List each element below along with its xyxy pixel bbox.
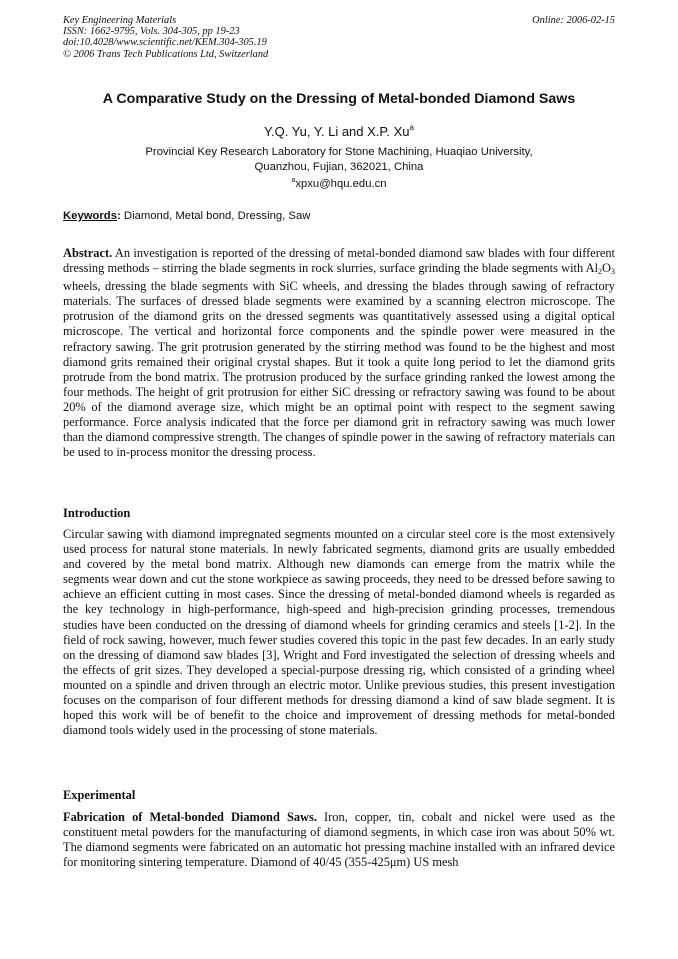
experimental-paragraph xyxy=(63,810,615,870)
introduction-heading: Introduction xyxy=(63,506,131,520)
author-email xyxy=(40,177,638,190)
abstract-subscript-1: 2 xyxy=(598,267,603,277)
email-superscript: a xyxy=(291,177,296,184)
paper-title: A Comparative Study on the Dressing of Metal-bonded Diamond Saws xyxy=(102,91,576,107)
abstract-subscript-2: 3 xyxy=(611,267,615,277)
email-address[interactable]: xpxu@hqu.edu.cn xyxy=(295,178,387,190)
copyright-line: © 2006 Trans Tech Publications Ltd, Switzerland xyxy=(63,48,269,60)
journal-name: Key Engineering Materials xyxy=(63,15,177,26)
keywords-text: Diamond, Metal bond, Dressing, Saw xyxy=(123,210,311,222)
affiliation-line-2: Quanzhou, Fujian, 362021, China xyxy=(254,160,424,173)
online-date: Online: 2006-02-15 xyxy=(532,15,615,26)
affiliation xyxy=(40,145,638,174)
author-superscript: a xyxy=(409,123,414,132)
affiliation-line-1: Provincial Key Research Laboratory for Stone Machining, Huaqiao University, xyxy=(145,146,533,158)
abstract-text-2: O xyxy=(602,261,611,276)
abstract-text-3: wheels, dressing the blade segments with SiC wheels, and dressing the blades through sawing of refractory materials. The surfaces of dressed blade segments were examined by a scanning electron microscope. The protrusion of the diamond grits on the dressed segments was quantitatively assessed using a digital optical microscope. The vertical and horizontal force components and the spindle power were measured in the refractory sawing. The grit protrusion generated by the stirring method was found to be the highest and most diamond grits remained their original crystal shapes. But it took a quite long period to let the diamond grits protrude from the bond matrix. The protrusion produced by the surface grinding ranked the lowest among the four methods. The height of grit protrusion for either SiC dressing or refractory sawing was found to be about 20% of the diamond average size, which might be an optimal point with respect to the segment sawing performance. Force analysis indicated that the force per diamond grit in refractory sawing was much lower than the diamond compressive strength. The changes of spindle power in the sawing of refractory materials can be used to in-process monitor the dressing process. xyxy=(63,279,616,460)
keywords: Keywords: Diamond, Metal bond, Dressing, Saw xyxy=(63,210,311,222)
citation-block xyxy=(63,15,268,60)
abstract-text-1: An investigation is reported of the dressing of metal-bonded diamond saw blades with four different dressing methods – stirring the blade segments in rock slurries, surface grinding the blade segments with Al xyxy=(63,246,616,276)
abstract-label: Abstract. xyxy=(63,246,113,260)
experimental-heading: Experimental xyxy=(63,788,136,802)
experimental-text: Iron, copper, tin, cobalt and nickel were used as the constituent metal powders for the manufacturing of diamond segments, in which case iron was about 50% wt. The diamond segments were fabricated on an automatic hot pressing machine installed with an infrared device for monitoring sintering temperature. Diamond of 40/45 (355-425μm) US mesh xyxy=(63,810,616,870)
author-list xyxy=(40,123,638,139)
author-names: Y.Q. Yu, Y. Li and X.P. Xu xyxy=(264,124,410,139)
journal-header xyxy=(63,15,615,60)
issn-line: ISSN: 1662-9795, Vols. 304-305, pp 19-23 xyxy=(63,26,240,38)
introduction-paragraph: Circular sawing with diamond impregnated segments mounted on a circular steel core is the most extensively used process for natural stone materials. In newly fabricated segments, diamond grits are usually embedded and covered by the metal bond matrix. Although new diamonds can emerge from the matrix while the segments wear down and cut the stone workpiece as sawing proceeds, they need to be dressed before sawing to achieve an efficient cutting in most cases. Since the dressing of metal-bonded diamond wheels is regarded as the key technology in high-performance, high-speed and high-precision grinding processes, tremendous studies have been conducted on the dressing of diamond wheels for grinding ceramics and steels [1-2]. In the field of rock sawing, however, much fewer studies covered this topic in the past few decades. In an early study on the dressing of diamond saw blades [3], Wright and Ford investigated the selection of dressing wheels and the effects of grit sizes. They developed a special-purpose dressing rig, which consisted of a grinding wheel mounted on a spindle and driven through an electric motor. Unlike previous studies, this present investigation focuses on the comparison of four different methods for dressing diamond a kind of saw blade segment. It is hoped this work will be of benefit to the choice and improvement of dressing methods for metal-bonded diamond tools widely used in the processing of stone materials. xyxy=(63,527,615,738)
abstract-paragraph xyxy=(63,246,615,460)
doi-line[interactable]: doi:10.4028/www.scientific.net/KEM.304-305.19 xyxy=(63,37,267,49)
experimental-subheading: Fabrication of Metal-bonded Diamond Saws. xyxy=(63,810,317,824)
keywords-label: Keywords xyxy=(63,210,117,222)
